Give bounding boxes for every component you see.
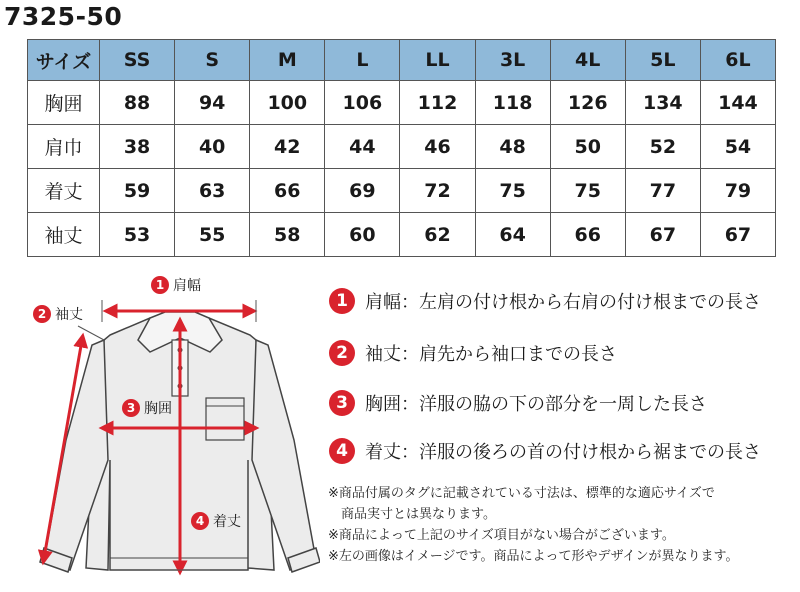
- table-row: [28, 81, 776, 125]
- number-badge: 4: [191, 512, 209, 530]
- product-code: 7325-50: [4, 2, 123, 31]
- legend-term: 袖丈: [365, 344, 401, 365]
- legend-term: 着丈: [365, 442, 401, 463]
- legend-desc: 左肩の付け根から右肩の付け根までの長さ: [419, 292, 761, 313]
- header-cell: 6L: [700, 40, 775, 81]
- header-cell: SS: [100, 40, 175, 81]
- number-badge: 3: [122, 399, 140, 417]
- table-cell: 52: [625, 125, 700, 169]
- legend-text: 着丈：洋服の後ろの首の付け根から裾までの長さ: [365, 442, 761, 463]
- shoulder-label: [151, 275, 201, 295]
- table-cell: 106: [325, 81, 400, 125]
- table-cell: 64: [475, 213, 550, 257]
- legend-term: 肩幅: [365, 292, 401, 313]
- table-cell: 53: [100, 213, 175, 257]
- note-line: 商品実寸とは異なります。: [341, 507, 496, 522]
- legend-item: [329, 438, 761, 464]
- table-cell: 59: [100, 169, 175, 213]
- table-cell: 112: [400, 81, 475, 125]
- table-cell: 88: [100, 81, 175, 125]
- row-label: 袖丈: [28, 213, 100, 257]
- table-cell: 63: [175, 169, 250, 213]
- table-cell: 79: [700, 169, 775, 213]
- table-cell: 67: [700, 213, 775, 257]
- legend-text: 肩幅：左肩の付け根から右肩の付け根までの長さ: [365, 292, 761, 313]
- table-cell: 118: [475, 81, 550, 125]
- table-cell: 75: [550, 169, 625, 213]
- legend-desc: 肩先から袖口までの長さ: [419, 344, 617, 365]
- row-label: 着丈: [28, 169, 100, 213]
- size-table: [27, 39, 776, 257]
- header-cell: 4L: [550, 40, 625, 81]
- label-text: 袖丈: [55, 307, 83, 323]
- header-cell: LL: [400, 40, 475, 81]
- legend-item: [329, 340, 617, 366]
- legend-text: 袖丈：肩先から袖口までの長さ: [365, 344, 617, 365]
- notes: [328, 483, 739, 567]
- number-badge: 4: [329, 438, 355, 464]
- header-cell: M: [250, 40, 325, 81]
- table-cell: 77: [625, 169, 700, 213]
- header-cell: 3L: [475, 40, 550, 81]
- table-cell: 50: [550, 125, 625, 169]
- legend-term: 胸囲: [365, 394, 401, 415]
- row-label: 肩巾: [28, 125, 100, 169]
- table-row: [28, 213, 776, 257]
- table-cell: 62: [400, 213, 475, 257]
- legend-desc: 洋服の脇の下の部分を一周した長さ: [419, 394, 707, 415]
- header-cell: 5L: [625, 40, 700, 81]
- note-line: ※左の画像はイメージです。商品によって形やデザインが異なります。: [328, 549, 739, 564]
- header-cell: L: [325, 40, 400, 81]
- table-cell: 40: [175, 125, 250, 169]
- number-badge: 1: [329, 288, 355, 314]
- table-cell: 42: [250, 125, 325, 169]
- number-badge: 1: [151, 276, 169, 294]
- table-cell: 126: [550, 81, 625, 125]
- legend-desc: 洋服の後ろの首の付け根から裾までの長さ: [419, 442, 761, 463]
- table-row: [28, 169, 776, 213]
- number-badge: 3: [329, 390, 355, 416]
- note-line: ※商品付属のタグに記載されている寸法は、標準的な適応サイズで: [328, 486, 715, 501]
- table-cell: 66: [250, 169, 325, 213]
- table-cell: 66: [550, 213, 625, 257]
- table-cell: 94: [175, 81, 250, 125]
- number-badge: 2: [33, 305, 51, 323]
- chest-label: [122, 398, 172, 418]
- row-label: 胸囲: [28, 81, 100, 125]
- table-cell: 69: [325, 169, 400, 213]
- legend-item: [329, 390, 707, 416]
- length-label: [191, 511, 241, 531]
- table-cell: 67: [625, 213, 700, 257]
- number-badge: 2: [329, 340, 355, 366]
- table-row: [28, 125, 776, 169]
- header-cell: S: [175, 40, 250, 81]
- header-cell: サイズ: [28, 40, 100, 81]
- table-cell: 144: [700, 81, 775, 125]
- size-table-header: [28, 40, 776, 81]
- legend-text: 胸囲：洋服の脇の下の部分を一周した長さ: [365, 394, 707, 415]
- table-cell: 48: [475, 125, 550, 169]
- table-cell: 100: [250, 81, 325, 125]
- table-cell: 58: [250, 213, 325, 257]
- label-text: 肩幅: [173, 278, 201, 294]
- table-cell: 54: [700, 125, 775, 169]
- sleeve-label: [33, 304, 83, 324]
- note-line: ※商品によって上記のサイズ項目がない場合がございます。: [328, 528, 675, 543]
- table-cell: 134: [625, 81, 700, 125]
- table-cell: 46: [400, 125, 475, 169]
- table-cell: 38: [100, 125, 175, 169]
- label-text: 胸囲: [144, 401, 172, 417]
- table-cell: 44: [325, 125, 400, 169]
- legend-item: [329, 288, 761, 314]
- table-cell: 72: [400, 169, 475, 213]
- label-text: 着丈: [213, 514, 241, 530]
- table-cell: 75: [475, 169, 550, 213]
- table-cell: 60: [325, 213, 400, 257]
- table-cell: 55: [175, 213, 250, 257]
